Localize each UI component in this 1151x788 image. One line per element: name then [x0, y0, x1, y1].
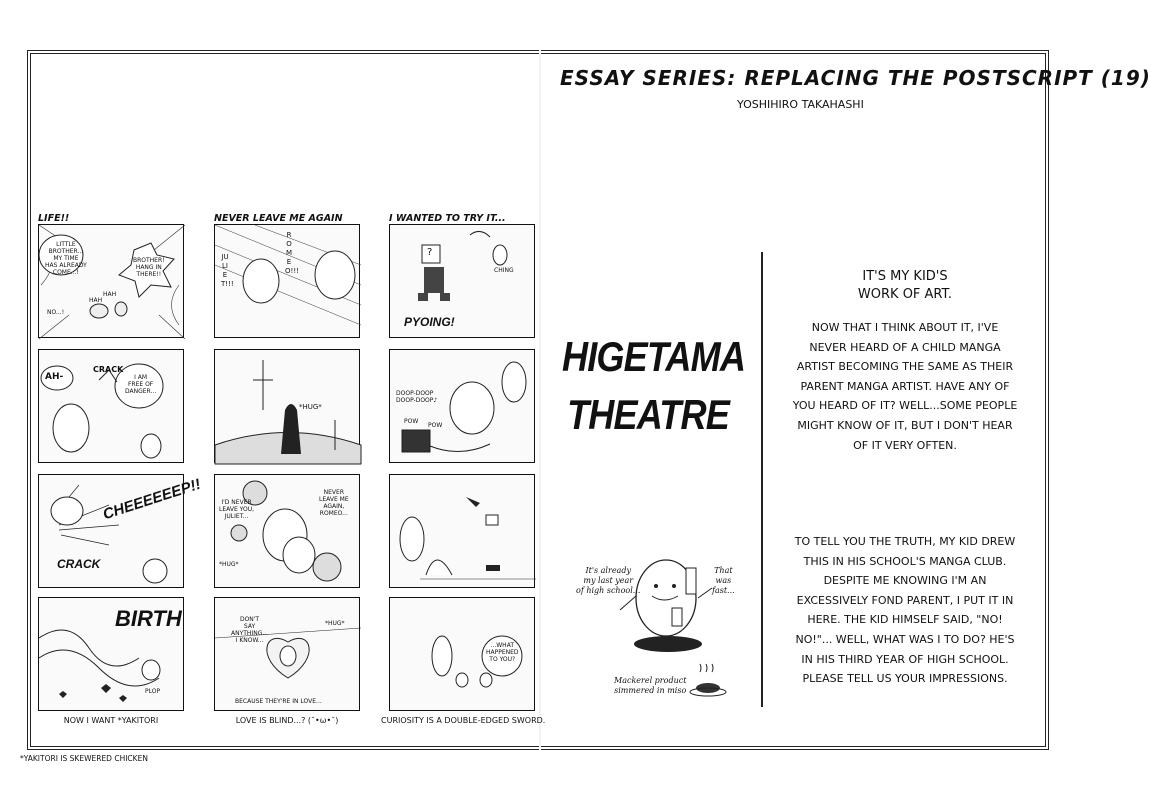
falling-box-illustration [390, 475, 536, 589]
speech-never-leave-you: I'D NEVER LEAVE YOU, JULIET... [219, 499, 255, 520]
essay-paragraph-2: TO TELL YOU THE TRUTH, MY KID DREW THIS IN HIS SCHOOL'S MANGA CLUB. DESPITE ME KNOWING I'M AN EXCESSIVELY FOND PARENT, I PUT IT IN HERE. THE KID HIMSELF SAID, "NO! NO!"... WELL, WHAT WAS I TO DO? HE'S IN HIS THIRD YEAR OF HIGH SCHOOL. PLEASE TELL US YOUR IMPRESSIONS. [794, 535, 1016, 686]
speech-free-of-danger: I AM FREE OF DANGER... [125, 374, 157, 395]
sfx-hug-2: *HUG* [219, 561, 239, 568]
sfx-ching: CHING [494, 267, 514, 274]
speech-romeo: ROMEO!!! [285, 231, 299, 275]
speech-what-happened: ...WHAT HAPPENED TO YOU? [486, 642, 519, 663]
comic-panel-1-2 [38, 349, 184, 463]
comic-panel-2-4 [214, 597, 360, 711]
speech-no: NO...! [47, 309, 65, 316]
sfx-hah: HAH [89, 297, 103, 304]
comic-title-2: NEVER LEAVE ME AGAIN [214, 213, 343, 224]
essay-author: YOSHIHIRO TAKAHASHI [737, 98, 864, 111]
comic-title-3: I WANTED TO TRY IT... [389, 213, 506, 224]
comic-title-1: LIFE!! [38, 213, 70, 224]
sfx-ah: AH- [45, 372, 64, 382]
sfx-crack-2: CRACK [57, 557, 101, 571]
sfx-pow: POW [404, 418, 419, 425]
comic-panel-2-3 [214, 474, 360, 588]
sfx-hah-2: HAH [103, 291, 117, 298]
speech-never-leave-me: NEVER LEAVE ME AGAIN, ROMEO... [319, 489, 349, 517]
essay-heading: IT'S MY KID'S WORK OF ART. [857, 269, 953, 302]
speech-juliet: JULIET!!! [221, 253, 234, 288]
sfx-birth: BIRTH [115, 606, 182, 631]
narration-in-love: BECAUSE THEY'RE IN LOVE... [235, 698, 322, 705]
sfx-crack: CRACK [93, 365, 124, 374]
comic-panel-3-1 [389, 224, 535, 338]
speech-dont-say: DON'T SAY ANYTHING... I KNOW... [231, 616, 269, 644]
comic-panel-2-2 [214, 349, 360, 463]
sfx-hug: *HUG* [299, 403, 322, 411]
footnote: *YAKITORI IS SKEWERED CHICKEN [20, 754, 148, 763]
sfx-pow-2: POW [428, 422, 443, 429]
note-last-year: It's already my last year of high school... [576, 566, 641, 595]
comic-panel-2-1 [214, 224, 360, 338]
sfx-doop-doop: DOOP-DOOP DOOP-DOOP♪ [396, 390, 438, 404]
comic-panel-3-3 [389, 474, 535, 588]
sfx-plop: PLOP [145, 688, 161, 695]
question-block-mark: ? [427, 247, 433, 258]
essay-paragraph-1: NOW THAT I THINK ABOUT IT, I'VE NEVER HEARD OF A CHILD MANGA ARTIST BECOMING THE SAME AS THEIR PARENT MANGA ARTIST. HAVE ANY OF YOU HEARD OF IT? WELL...SOME PEOPLE MIGHT KNOW OF IT, BUT I DON'T HEAR OF IT VERY OFTEN. [792, 321, 1018, 452]
speech-brother: BROTHER! HANG IN THERE!! [133, 257, 165, 278]
comic-panel-1-4 [38, 597, 184, 711]
hug-silhouette-illustration [215, 350, 361, 464]
gaming-egg-illustration [390, 350, 536, 464]
comic-caption-3: CURIOSITY IS A DOUBLE-EDGED SWORD. [381, 716, 546, 725]
column-divider [761, 252, 763, 707]
comic-panel-3-2 [389, 349, 535, 463]
speech-little-brother: LITTLE BROTHER... MY TIME HAS ALREADY COME...! [45, 241, 87, 276]
essay-title: ESSAY SERIES: REPLACING THE POSTSCRIPT (19) [560, 66, 1151, 90]
note-mackerel: Mackerel product simmered in miso [614, 676, 687, 695]
comic-caption-1: NOW I WANT *YAKITORI [63, 716, 159, 725]
comic-panel-1-1 [38, 224, 184, 338]
sfx-cheep: CHEEEEEEP!! [100, 475, 203, 524]
comic-panel-3-4 [389, 597, 535, 711]
sfx-hug-3: *HUG* [325, 620, 345, 627]
note-that-was-fast: That was fast... [712, 566, 735, 595]
sfx-pyoing: PYOING! [404, 315, 455, 329]
comic-panel-1-3 [38, 474, 203, 588]
higetama-theatre-logo: HIGETAMA THEATRE [562, 333, 746, 438]
page-gutter [539, 50, 541, 750]
comic-caption-2: LOVE IS BLIND...? (˘•ω•˘) [235, 716, 339, 725]
